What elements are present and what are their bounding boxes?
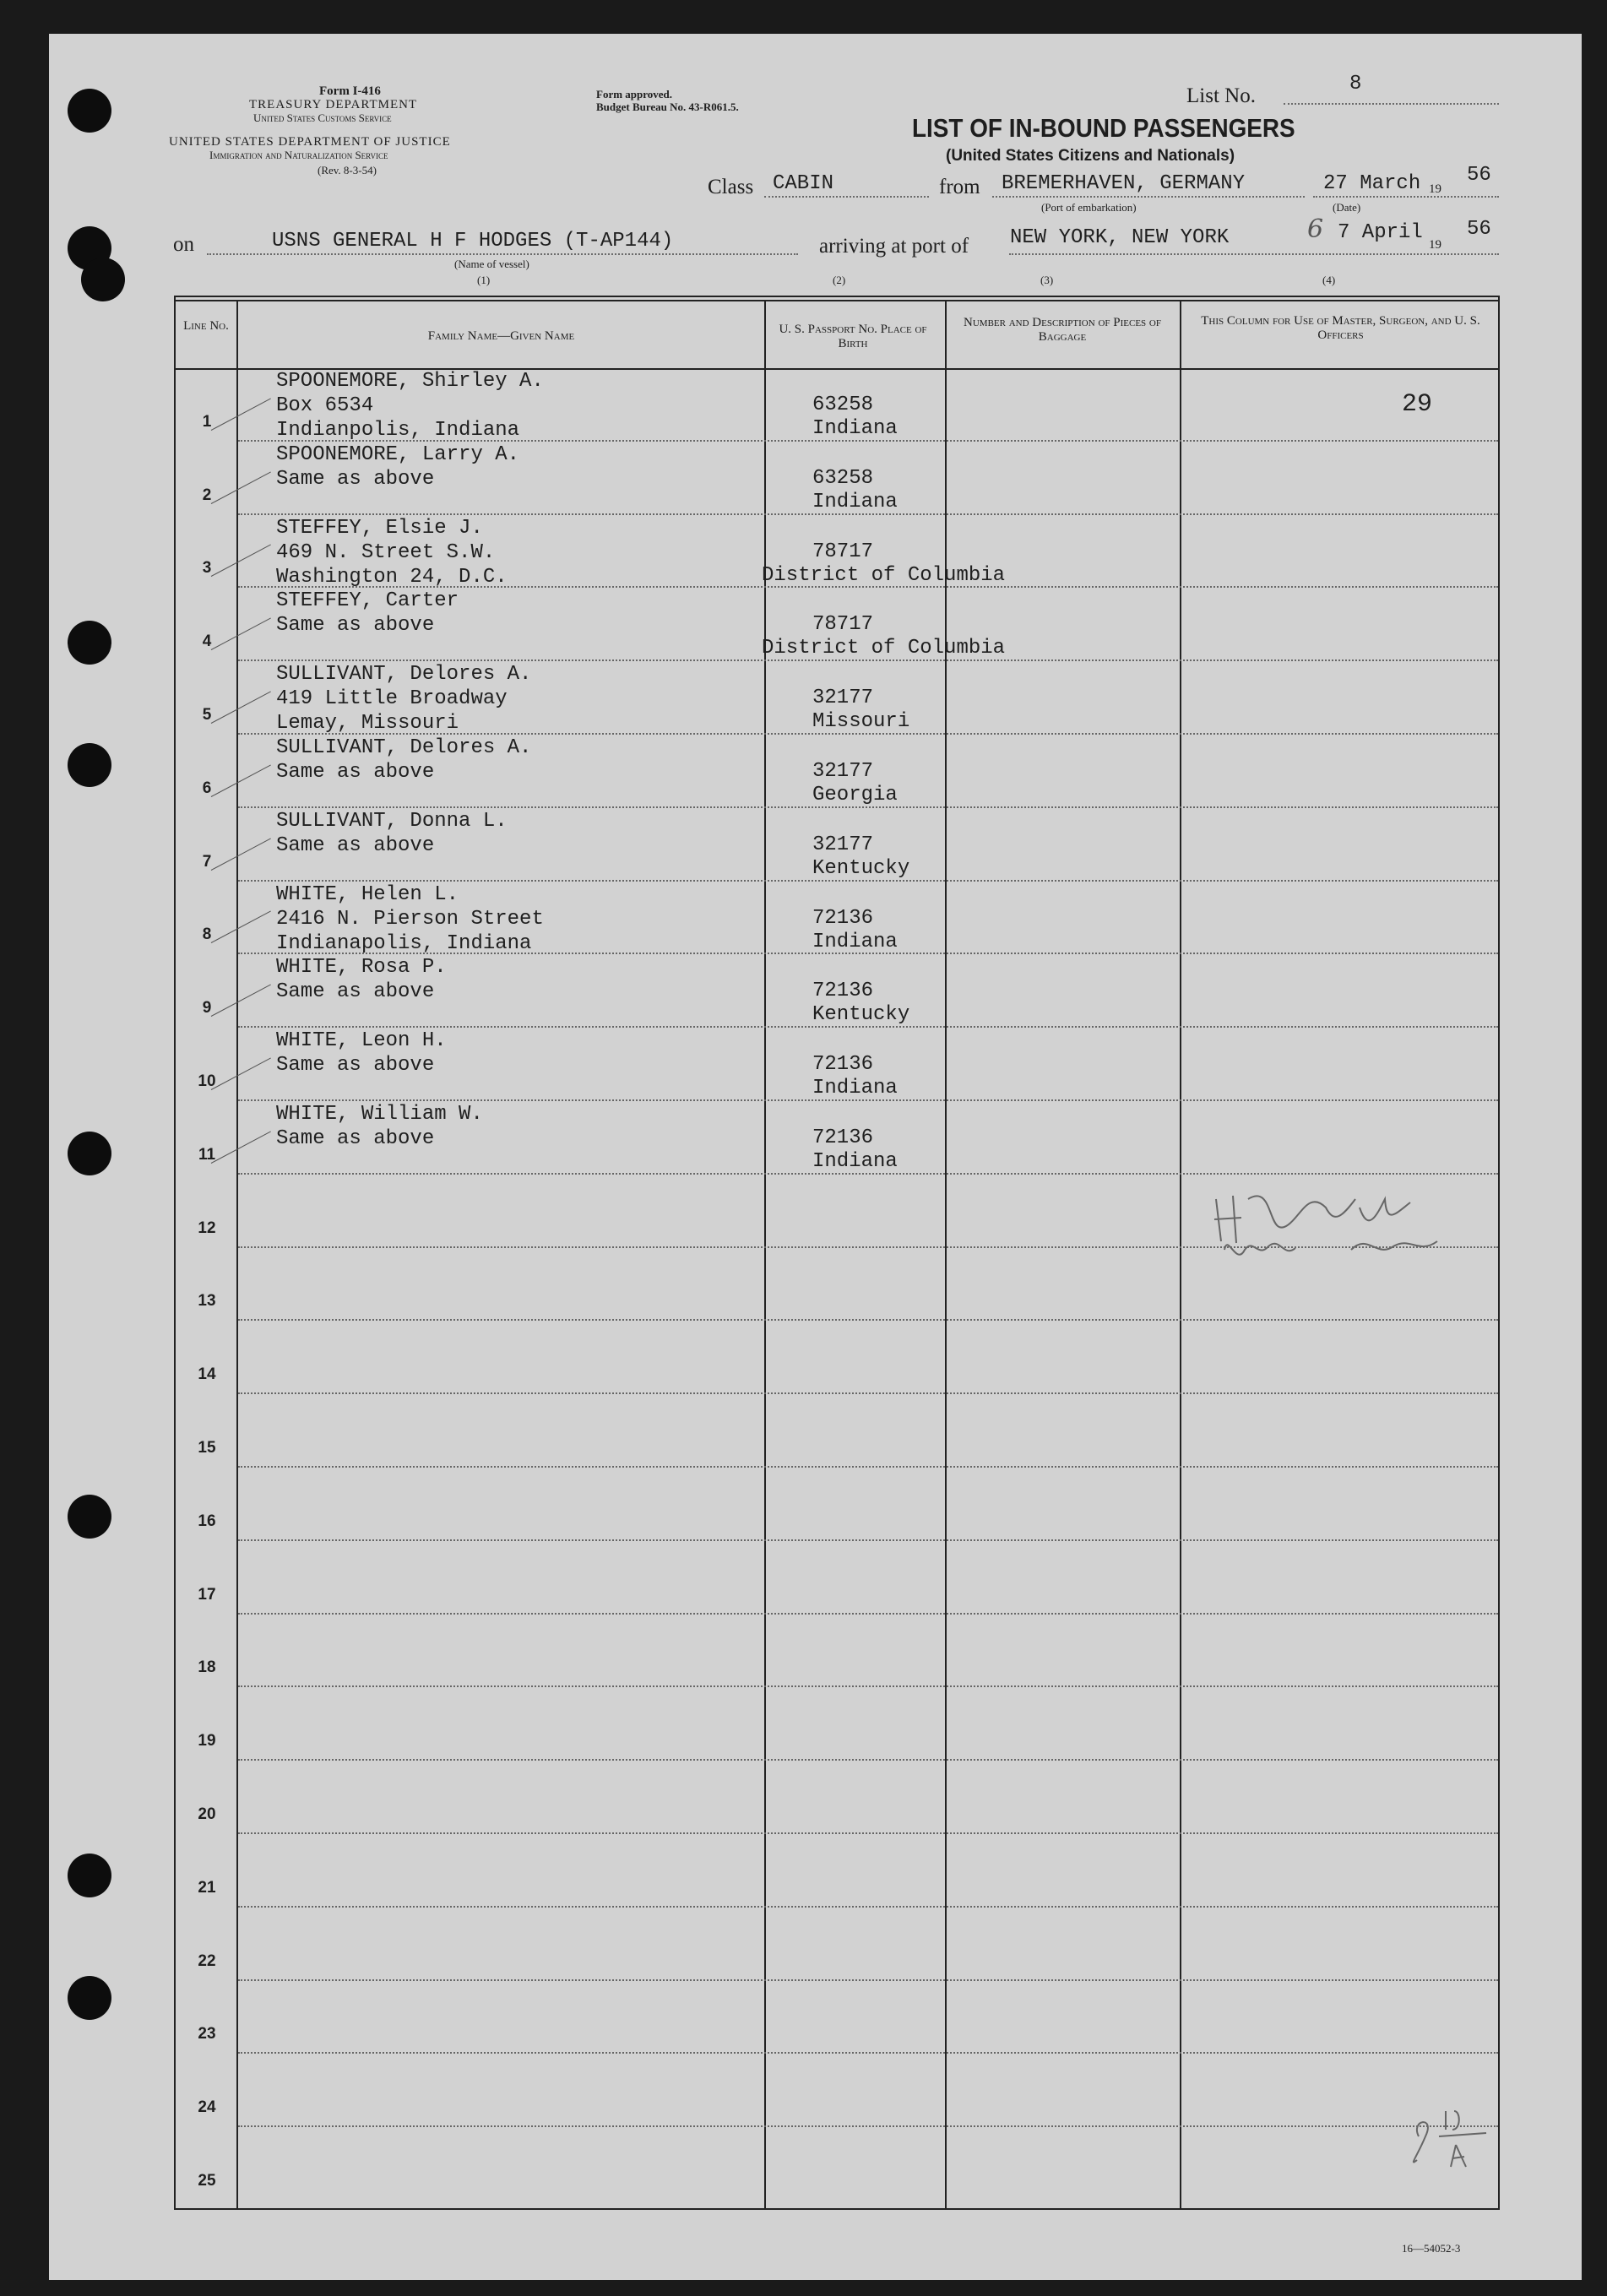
punch-hole bbox=[68, 1495, 111, 1539]
column-header-line: Line No. bbox=[183, 319, 229, 333]
departure-year: 56 bbox=[1467, 164, 1491, 187]
passenger-name: WHITE, William W. bbox=[276, 1103, 483, 1126]
passenger-address: Lemay, Missouri bbox=[276, 712, 459, 735]
line-number: 8 bbox=[202, 925, 212, 944]
arrival-date-handwritten: 6 bbox=[1307, 214, 1324, 244]
footer-code: 16—54052-3 bbox=[1402, 2242, 1461, 2255]
column-number-1: (1) bbox=[477, 274, 491, 286]
budget-bureau: Budget Bureau No. 43-R061.5. bbox=[596, 100, 739, 113]
form-number: Form I-416 bbox=[319, 84, 381, 98]
vessel-name: USNS GENERAL H F HODGES (T-AP144) bbox=[272, 230, 674, 252]
passport-number: 72136 bbox=[812, 1126, 874, 1149]
line-number: 12 bbox=[198, 1219, 216, 1237]
line-number: 7 bbox=[202, 852, 212, 871]
line-number: 23 bbox=[198, 2025, 216, 2044]
year-prefix: 19 bbox=[1429, 182, 1441, 196]
passenger-address: Same as above bbox=[276, 833, 435, 857]
embarkation-port: BREMERHAVEN, GERMANY bbox=[1002, 172, 1246, 195]
passenger-name: SULLIVANT, Delores A. bbox=[276, 663, 532, 687]
punch-hole bbox=[68, 89, 111, 133]
passenger-name: SPOONEMORE, Larry A. bbox=[276, 442, 520, 466]
column-header-baggage: Number and Description of Pieces of Baggage bbox=[964, 316, 1161, 344]
passenger-address: Washington 24, D.C. bbox=[276, 565, 508, 589]
passenger-address: Same as above bbox=[276, 761, 435, 784]
passport-number: 63258 bbox=[812, 394, 874, 416]
line-number: 13 bbox=[198, 1292, 216, 1311]
line-number: 10 bbox=[198, 1072, 216, 1090]
column-header-name: Family Name—Given Name bbox=[427, 329, 575, 343]
passenger-address: Same as above bbox=[276, 1054, 435, 1077]
class-value: CABIN bbox=[773, 172, 834, 195]
place-of-birth: District of Columbia bbox=[762, 637, 1006, 660]
passenger-name: SPOONEMORE, Shirley A. bbox=[276, 370, 544, 393]
line-number: 9 bbox=[202, 999, 212, 1018]
column-number-2: (2) bbox=[833, 274, 846, 286]
passenger-address: Same as above bbox=[276, 1127, 435, 1150]
date-caption: (Date) bbox=[1333, 201, 1361, 214]
line-number: 11 bbox=[198, 1145, 216, 1164]
place-of-birth: Indiana bbox=[812, 490, 898, 513]
passport-number: 78717 bbox=[812, 540, 874, 563]
passenger-address: Indianpolis, Indiana bbox=[276, 419, 520, 442]
place-of-birth: Missouri bbox=[812, 710, 910, 734]
list-no-label: List No. bbox=[1186, 84, 1256, 107]
departure-date: 27 March bbox=[1323, 172, 1421, 195]
passenger-address: Same as above bbox=[276, 614, 435, 638]
place-of-birth: Indiana bbox=[812, 1077, 898, 1100]
line-number: 22 bbox=[198, 1951, 216, 1970]
place-of-birth: Indiana bbox=[812, 417, 898, 440]
passport-number: 63258 bbox=[812, 466, 874, 490]
place-of-birth: Kentucky bbox=[812, 1003, 910, 1027]
passenger-name: SULLIVANT, Donna L. bbox=[276, 809, 508, 833]
line-number: 20 bbox=[198, 1805, 216, 1823]
revision-date: (Rev. 8-3-54) bbox=[318, 164, 377, 176]
immigration-service: Immigration and Naturalization Service bbox=[209, 149, 388, 161]
vessel-caption: (Name of vessel) bbox=[454, 258, 529, 270]
passenger-address: 469 N. Street S.W. bbox=[276, 540, 496, 564]
place-of-birth: Indiana bbox=[812, 1150, 898, 1173]
from-label: from bbox=[939, 176, 980, 198]
line-number: 17 bbox=[198, 1585, 216, 1604]
inspector-signature bbox=[1208, 1165, 1478, 1275]
punch-hole bbox=[68, 1132, 111, 1175]
treasury-department: TREASURY DEPARTMENT bbox=[249, 98, 418, 111]
passport-number: 32177 bbox=[812, 760, 874, 783]
punch-hole bbox=[68, 621, 111, 665]
page-title: LIST OF IN-BOUND PASSENGERS bbox=[912, 113, 1295, 143]
passenger-address: Box 6534 bbox=[276, 394, 374, 417]
passenger-address: Indianapolis, Indiana bbox=[276, 931, 532, 955]
on-label: on bbox=[173, 233, 194, 256]
passport-number: 32177 bbox=[812, 833, 874, 856]
passenger-name: STEFFEY, Carter bbox=[276, 589, 459, 613]
punch-hole bbox=[68, 1976, 111, 2020]
passenger-address: Same as above bbox=[276, 980, 435, 1004]
line-number: 2 bbox=[202, 486, 212, 504]
passenger-address: 419 Little Broadway bbox=[276, 687, 508, 711]
line-number: 25 bbox=[198, 2172, 216, 2190]
punch-hole bbox=[81, 258, 125, 301]
customs-service: United States Customs Service bbox=[253, 111, 392, 124]
arrival-date: 7 April bbox=[1338, 221, 1423, 244]
passenger-name: SULLIVANT, Delores A. bbox=[276, 736, 532, 759]
passenger-name: WHITE, Rosa P. bbox=[276, 956, 447, 980]
arrival-year: 56 bbox=[1467, 218, 1491, 241]
line-number: 21 bbox=[198, 1878, 216, 1897]
punch-hole bbox=[68, 743, 111, 787]
line-number: 1 bbox=[202, 412, 212, 431]
line-number: 4 bbox=[202, 632, 212, 651]
line-number: 16 bbox=[198, 1512, 216, 1530]
column-number-4: (4) bbox=[1322, 274, 1336, 286]
page-annotation bbox=[1402, 2086, 1503, 2170]
line-number: 6 bbox=[202, 779, 212, 797]
column-header-passport: U. S. Passport No. Place of Birth bbox=[779, 323, 927, 350]
arrival-port: NEW YORK, NEW YORK bbox=[1010, 226, 1230, 249]
column-header-officers: This Column for Use of Master, Surgeon, and U. S. Officers bbox=[1201, 314, 1480, 342]
passenger-address: Same as above bbox=[276, 467, 435, 491]
embarkation-caption: (Port of embarkation) bbox=[1041, 201, 1137, 214]
class-label: Class bbox=[708, 176, 754, 198]
passenger-address: 2416 N. Pierson Street bbox=[276, 907, 544, 931]
list-no-value: 8 bbox=[1349, 73, 1362, 95]
arriving-label: arriving at port of bbox=[819, 235, 969, 258]
line-number: 3 bbox=[202, 559, 212, 578]
passport-number: 32177 bbox=[812, 687, 874, 710]
arrival-year-prefix: 19 bbox=[1429, 238, 1441, 252]
passenger-name: WHITE, Leon H. bbox=[276, 1029, 447, 1053]
line-number: 5 bbox=[202, 706, 212, 724]
punch-hole bbox=[68, 1854, 111, 1897]
column-number-3: (3) bbox=[1040, 274, 1054, 286]
place-of-birth: Georgia bbox=[812, 784, 898, 806]
form-approved: Form approved. bbox=[596, 88, 673, 100]
line-number: 15 bbox=[198, 1439, 216, 1457]
place-of-birth: District of Columbia bbox=[762, 563, 1006, 587]
passenger-name: WHITE, Helen L. bbox=[276, 882, 459, 906]
place-of-birth: Kentucky bbox=[812, 856, 910, 880]
line-number: 24 bbox=[198, 2098, 216, 2117]
justice-department: UNITED STATES DEPARTMENT OF JUSTICE bbox=[169, 135, 451, 149]
passport-number: 72136 bbox=[812, 980, 874, 1003]
place-of-birth: Indiana bbox=[812, 930, 898, 953]
passport-number: 78717 bbox=[812, 613, 874, 637]
line-number: 18 bbox=[198, 1658, 216, 1677]
line-number: 19 bbox=[198, 1732, 216, 1750]
passport-number: 72136 bbox=[812, 906, 874, 930]
passport-number: 72136 bbox=[812, 1053, 874, 1077]
officer-note: 29 bbox=[1402, 390, 1433, 419]
passenger-name: STEFFEY, Elsie J. bbox=[276, 516, 483, 540]
page-subtitle: (United States Citizens and Nationals) bbox=[946, 147, 1235, 165]
line-number: 14 bbox=[198, 1365, 216, 1384]
